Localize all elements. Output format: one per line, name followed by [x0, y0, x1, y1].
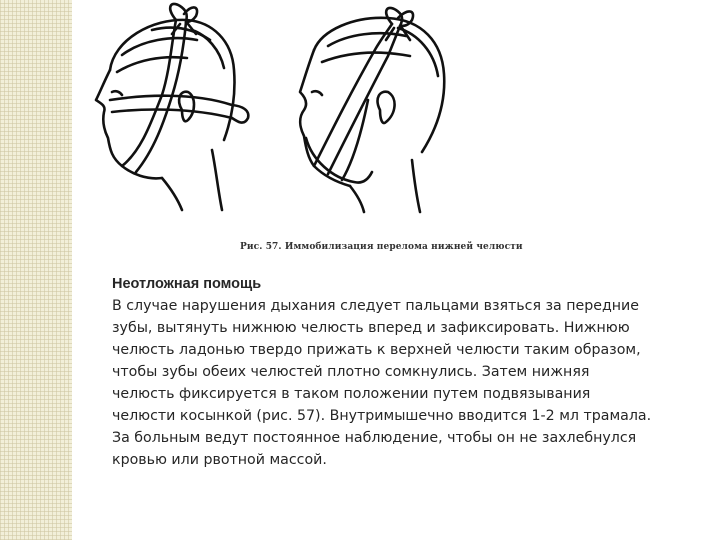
paragraph-line: челюсть фиксируется в таком положении путем подвязывания — [112, 386, 591, 402]
paragraph-line: За больным ведут постоянное наблюдение, чтобы он не захлебнулся — [112, 430, 637, 446]
paragraph-line: челюсти косынкой (рис. 57). Внутримышечно вводится 1-2 мл трамала. — [112, 408, 652, 424]
paragraph-line: В случае нарушения дыхания следует пальцами взяться за передние — [112, 298, 640, 314]
first-aid-section — [112, 273, 672, 471]
paragraph-line: чтобы зубы обеих челюстей плотно сомкнулись. Затем нижняя — [112, 364, 590, 380]
head-frontal-bandage — [96, 4, 248, 210]
bandaged-heads-drawing — [92, 0, 472, 262]
paragraph-line: зубы, вытянуть нижнюю челюсть вперед и зафиксировать. Нижнюю — [112, 320, 630, 336]
figure-illustration — [92, 0, 523, 262]
paragraph-line: челюсть ладонью твердо прижать к верхней челюсти таким образом, — [112, 342, 641, 358]
paragraph-line: кровью или рвотной массой. — [112, 452, 327, 468]
decorative-side-strip — [0, 0, 72, 540]
head-chin-sling — [300, 8, 444, 212]
section-heading: Неотложная помощь — [112, 276, 262, 292]
figure-caption: Рис. 57. Иммобилизация перелома нижней челюсти — [240, 242, 523, 252]
